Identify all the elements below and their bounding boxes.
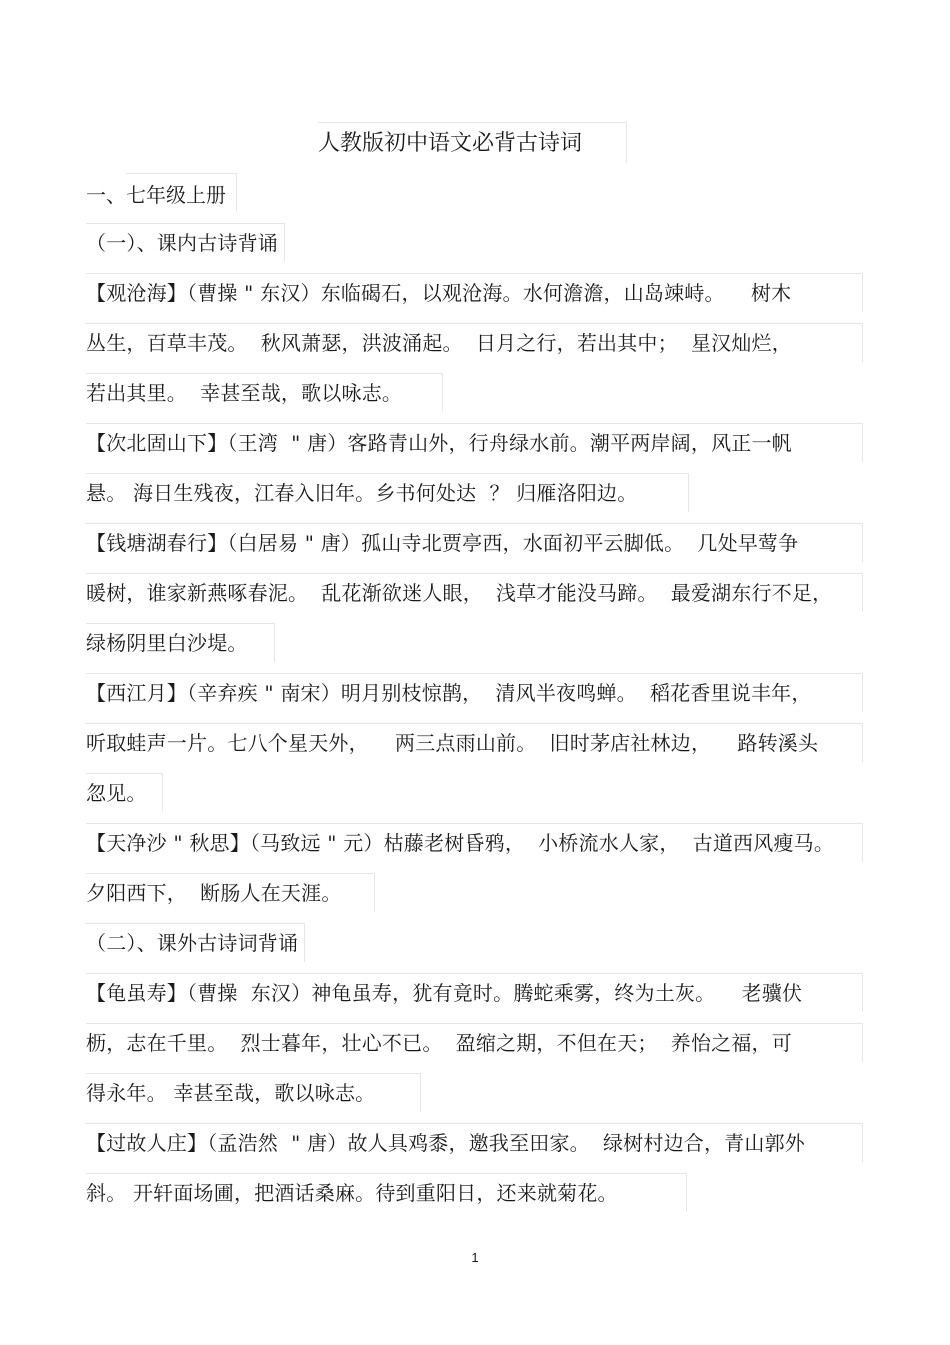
poem-line: 夕阳西下， 断肠人在天涯。	[86, 873, 375, 912]
document-title: 人教版初中语文必背古诗词	[318, 122, 627, 163]
poem-line: 丛生，百草丰茂。 秋风萧瑟，洪波涌起。 日月之行，若出其中； 星汉灿烂，	[86, 323, 863, 362]
poem-line: 若出其里。 幸甚至哉，歌以咏志。	[86, 373, 443, 412]
grade-prefix: 一、	[86, 183, 126, 207]
page-number: 1	[471, 1250, 479, 1265]
grade-heading	[86, 173, 237, 211]
poem-line: 忽见。	[86, 773, 163, 812]
poem-line: 【次北固山下】（王湾 " 唐）客路青山外，行舟绿水前。潮平两岸阔，风正一帆	[86, 423, 863, 462]
section-heading-in-class: （一）、课内古诗背诵	[86, 223, 285, 262]
poem-line: 枥，志在千里。 烈士暮年，壮心不已。 盈缩之期，不但在天； 养怡之福，可	[86, 1023, 863, 1062]
grade-label: 七年级上册	[126, 173, 237, 212]
poem-line: 绿杨阴里白沙堤。	[86, 623, 275, 662]
section-heading-extracurricular: （二）、课外古诗词背诵	[86, 923, 305, 962]
poem-line: 得永年。 幸甚至哉，歌以咏志。	[86, 1073, 421, 1112]
poem-line: 【钱塘湖春行】（白居易 " 唐）孤山寺北贾亭西，水面初平云脚低。 几处早莺争	[86, 523, 863, 562]
poem-line: 【观沧海】（曹操 " 东汉）东临碣石，以观沧海。水何澹澹，山岛竦峙。 树木	[86, 273, 863, 312]
poem-line: 斜。 开轩面场圃，把酒话桑麻。待到重阳日，还来就菊花。	[86, 1173, 687, 1212]
poem-line: 【西江月】（辛弃疾 " 南宋）明月别枝惊鹊， 清风半夜鸣蝉。 稻花香里说丰年，	[86, 673, 863, 712]
poem-line: 听取蛙声一片。七八个星天外， 两三点雨山前。 旧时茅店社林边， 路转溪头	[86, 723, 863, 762]
poem-line: 【过故人庄】（孟浩然 " 唐）故人具鸡黍，邀我至田家。 绿树村边合，青山郭外	[86, 1123, 863, 1162]
poem-line: 悬。 海日生残夜，江春入旧年。乡书何处达 ？ 归雁洛阳边。	[86, 473, 689, 512]
poem-line: 【龟虽寿】（曹操 东汉）神龟虽寿，犹有竟时。腾蛇乘雾，终为土灰。 老骥伏	[86, 973, 863, 1012]
poem-line: 暖树，谁家新燕啄春泥。 乱花渐欲迷人眼， 浅草才能没马蹄。 最爱湖东行不足，	[86, 573, 863, 612]
poem-line: 【天净沙 " 秋思】（马致远 " 元）枯藤老树昏鸦， 小桥流水人家， 古道西风瘦马。	[86, 823, 863, 862]
